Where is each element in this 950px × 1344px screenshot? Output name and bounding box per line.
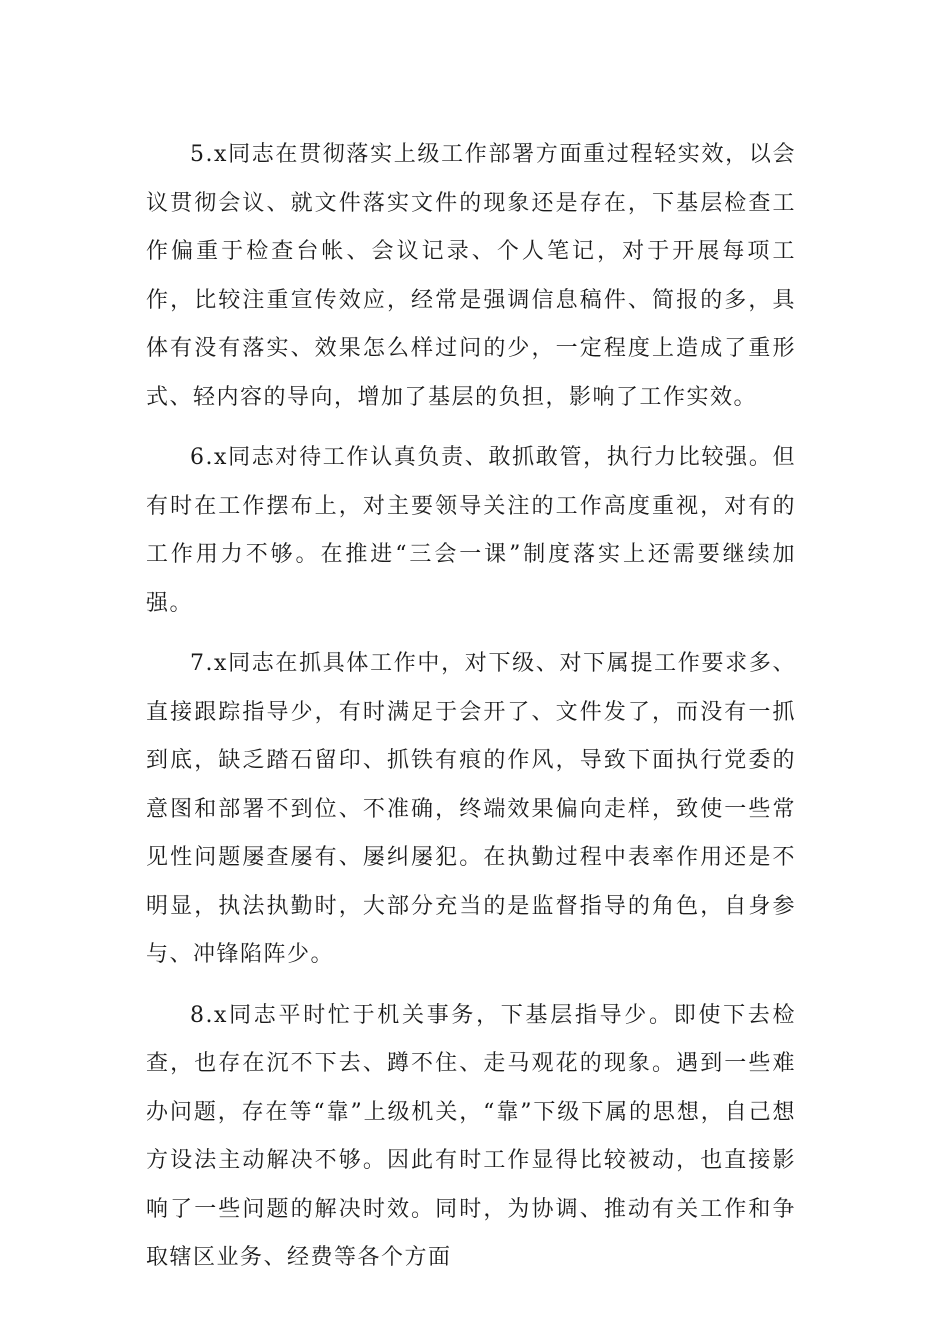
paragraph-8: 8.x同志平时忙于机关事务，下基层指导少。即使下去检查，也存在沉不下去、蹲不住、走马观花的现象。遇到一些难办问题，存在等“靠”上级机关，“靠”下级下属的思想，自己想方设法主动解决不够。因此有时工作显得比较被动，也直接影响了一些问题的解决时效。同时，为协调、推动有关工作和争取辖区业务、经费等各个方面	[146, 1002, 796, 1270]
document-body	[146, 131, 796, 1295]
paragraph-7: 7.x同志在抓具体工作中，对下级、对下属提工作要求多、直接跟踪指导少，有时满足于会开了、文件发了，而没有一抓到底，缺乏踏石留印、抓铁有痕的作风，导致下面执行党委的意图和部署不到位、不准确，终端效果偏向走样，致使一些常见性问题屡查屡有、屡纠屡犯。在执勤过程中表率作用还是不明显，执法执勤时，大部分充当的是监督指导的角色，自身参与、冲锋陷阵少。	[146, 651, 796, 967]
paragraph-5: 5.x同志在贯彻落实上级工作部署方面重过程轻实效，以会议贯彻会议、就文件落实文件的现象还是存在，下基层检查工作偏重于检查台帐、会议记录、个人笔记，对于开展每项工作，比较注重宣传效应，经常是强调信息稿件、简报的多，具体有没有落实、效果怎么样过问的少，一定程度上造成了重形式、轻内容的导向，增加了基层的负担，影响了工作实效。	[146, 142, 796, 410]
paragraph-6: 6.x同志对待工作认真负责、敢抓敢管，执行力比较强。但有时在工作摆布上，对主要领导关注的工作高度重视，对有的工作用力不够。在推进“三会一课”制度落实上还需要继续加强。	[146, 445, 796, 616]
